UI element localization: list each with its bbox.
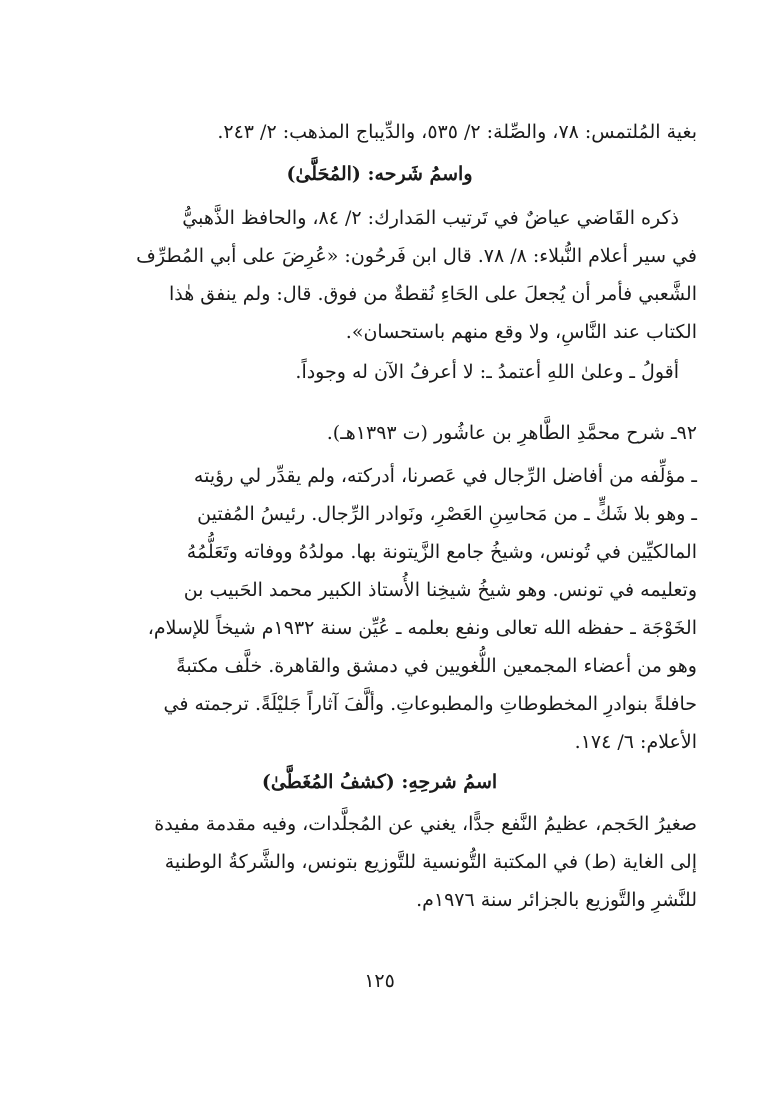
paragraph-line: ذكره القَاضي عياضٌ في تَرتيب المَدارك: ٢/ ٨٤، والحافظ الذَّهبيُّ bbox=[182, 207, 679, 229]
paragraph-line: المالكيِّين في تُونس، وشيخُ جامع الزَّيتونة بها. مولدُهُ ووفاته وتَعَلُّمُهُ bbox=[186, 541, 697, 563]
sharh-title-heading: واسمُ شَرحه: (المُحَلَّىٰ) bbox=[286, 163, 473, 185]
paragraph-line: الخَوْجَة ـ حفظه الله تعالى ونفع بعلمه ـ عُيِّن سنة ١٩٣٢م شيخاً للإسلام، bbox=[147, 617, 697, 639]
paragraph-line: وتعليمه في تونس. وهو شيخُ شيخِنا الأُستاذ الكبير محمد الحَبيب بن bbox=[183, 579, 697, 601]
paragraph-line: ـ وهو بلا شَكٍّ ـ من مَحاسِنِ العَصْرِ، ونَوادر الرِّجال. رئيسُ المُفتين bbox=[197, 503, 697, 525]
paragraph-line: الأعلام: ٦/ ١٧٤. bbox=[574, 731, 697, 753]
paragraph-line: ـ مؤلِّفه من أفاضل الرِّجال في عَصرنا، أدركته، ولم يقدِّر لي رؤيته bbox=[193, 465, 697, 487]
page-number: ١٢٥ bbox=[364, 970, 395, 992]
paragraph-line: للنَّشرِ والتَّوزيع بالجزائر سنة ١٩٧٦م. bbox=[416, 889, 697, 911]
entry-title: ٩٢ـ شرح محمَّدِ الطَّاهرِ بن عاشُور (ت ١٣٩٣هـ). bbox=[326, 422, 697, 444]
paragraph-line: حافلةً بنوادرِ المخطوطاتِ والمطبوعاتِ. وألَّفَ آثاراً جَليْلَةً. ترجمته في bbox=[163, 693, 697, 715]
paragraph-line: الكتاب عند النَّاسِ، ولا وقع منهم باستحسان». bbox=[345, 321, 697, 343]
paragraph-line: وهو من أعضاء المجمعين اللُّغويين في دمشق والقاهرة. خلَّف مكتبةً bbox=[176, 655, 697, 677]
author-note: أقولُ ـ وعلىٰ اللهِ أعتمدُ ـ: لا أعرفُ الآن له وجوداً. bbox=[295, 361, 679, 383]
references-line: بغية المُلتمس: ٧٨، والصِّلة: ٢/ ٥٣٥، والدِّيباج المذهب: ٢/ ٢٤٣. bbox=[217, 121, 697, 143]
paragraph-line: إلى الغاية (ط) في المكتبة التُّونسية للتَّوزيع بتونس، والشَّركةُ الوطنية bbox=[164, 851, 697, 873]
paragraph-line: صغيرُ الحَجم، عظيمُ النَّفع جدًّا، يغني عن المُجلَّدات، وفيه مقدمة مفيدة bbox=[154, 813, 697, 835]
paragraph-line: في سير أعلام النُّبلاء: ٨/ ٧٨. قال ابن فَرحُون: «عُرِضَ على أبي المُطرِّف bbox=[136, 245, 697, 267]
paragraph-line: الشَّعبي فأمر أن يُجعلَ على الحَاءِ نُقطةٌ من فوق. قال: ولم ينفق هٰذا bbox=[168, 283, 697, 305]
sharh-title-heading: اسمُ شرحِهِ: (كشفُ المُغَطَّىٰ) bbox=[261, 771, 498, 793]
